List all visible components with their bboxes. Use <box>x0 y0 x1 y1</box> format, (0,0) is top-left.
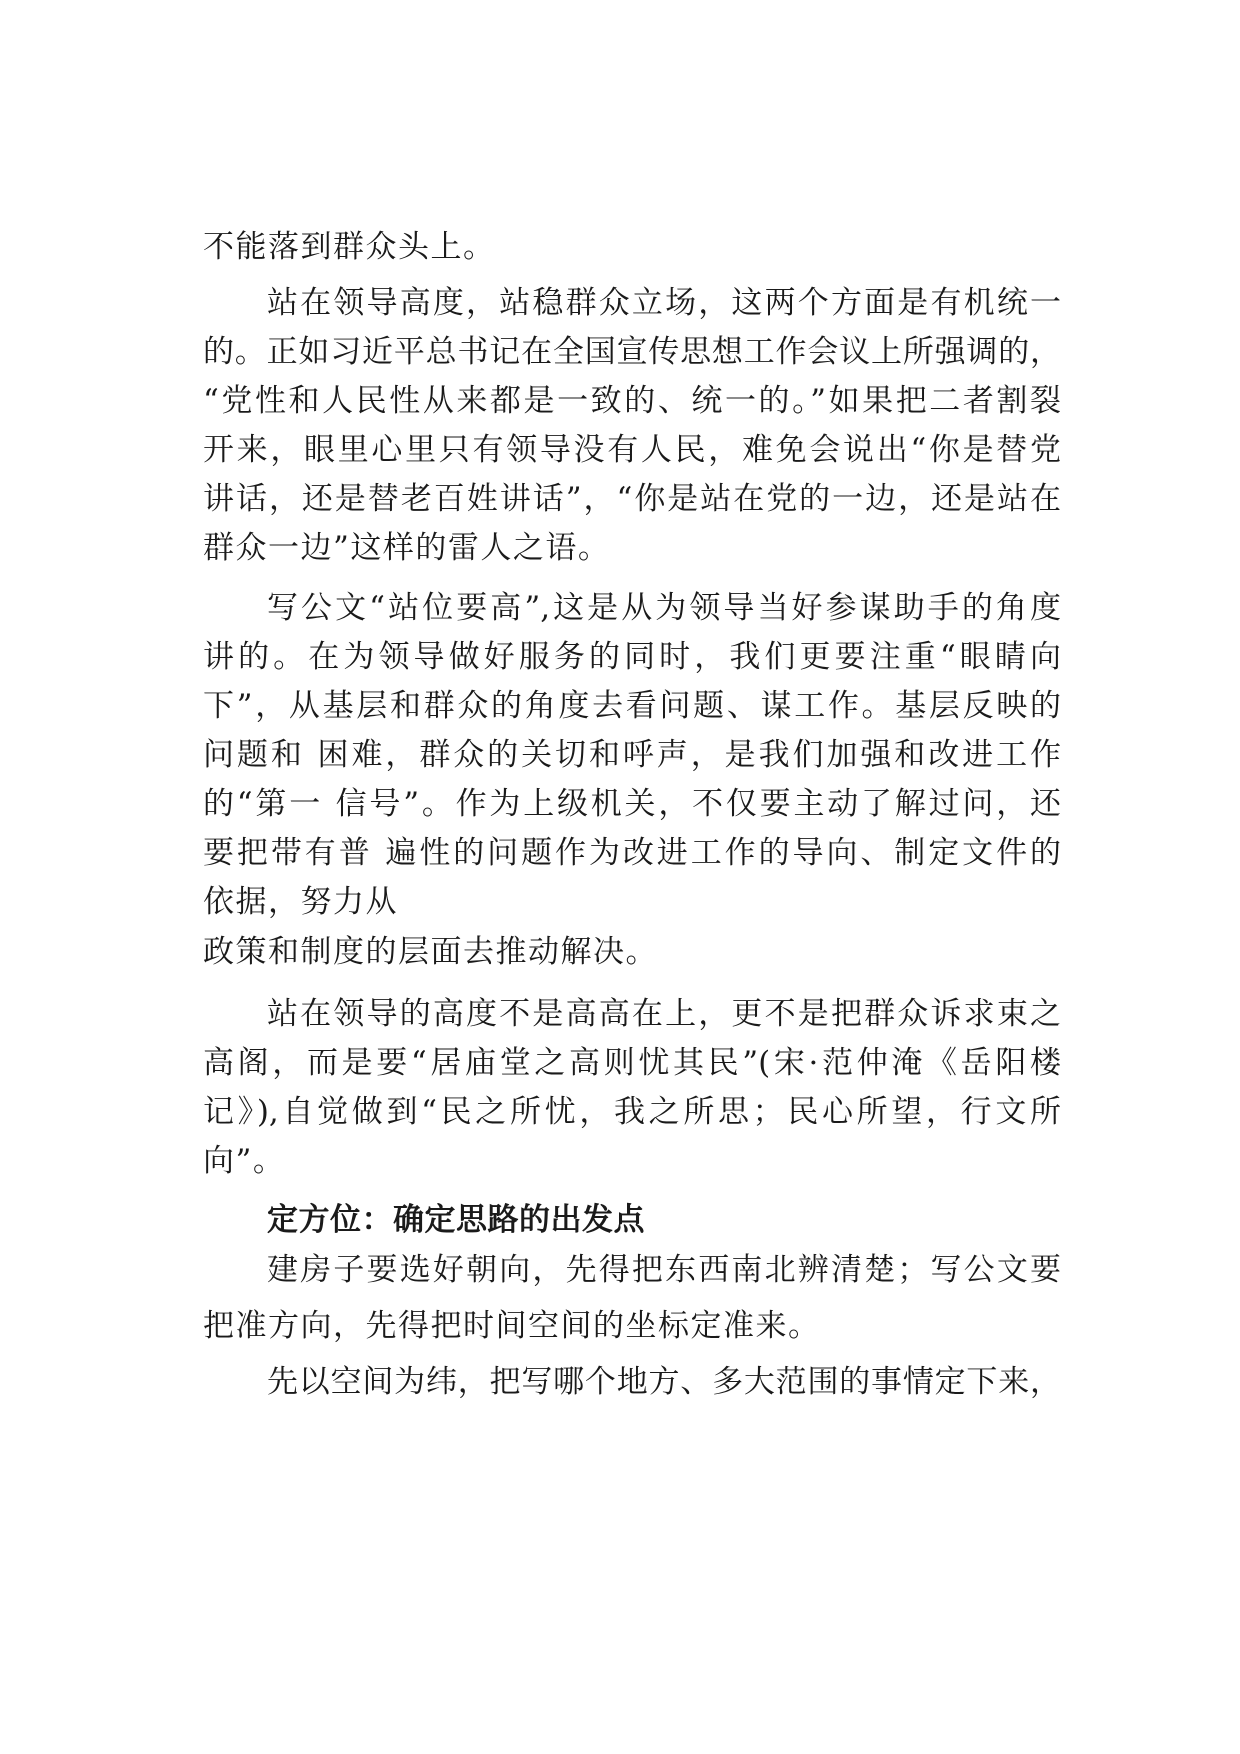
section-heading: 定方位：确定思路的出发点 <box>267 1202 645 1238</box>
paragraph-line: 先以空间为纬，把写哪个地方、多大范围的事情定下来， <box>267 1364 1061 1400</box>
paragraph-line: 站在领导的高度不是高高在上，更不是把群众诉求束之 <box>267 996 1061 1032</box>
paragraph-line: 的“第一 信号”。作为上级机关，不仅要主动了解过问，还 <box>203 786 1061 822</box>
paragraph-line: 下”，从基层和群众的角度去看问题、谋工作。基层反映的 <box>203 688 1061 724</box>
paragraph-line: 群众一边”这样的雷人之语。 <box>203 530 611 566</box>
paragraph-line: 站在领导高度，站稳群众立场，这两个方面是有机统一 <box>267 285 1061 321</box>
paragraph-line: 要把带有普 遍性的问题作为改进工作的导向、制定文件的 <box>203 835 1061 871</box>
paragraph-line: 建房子要选好朝向，先得把东西南北辨清楚；写公文要 <box>267 1252 1061 1288</box>
paragraph-line: 的。正如习近平总书记在全国宣传思想工作会议上所强调的， <box>203 334 1061 370</box>
paragraph-line: 讲的。在为领导做好服务的同时，我们更要注重“眼睛向 <box>203 639 1061 675</box>
paragraph-line: 问题和 困难，群众的关切和呼声，是我们加强和改进工作 <box>203 737 1061 773</box>
paragraph-line: 向”。 <box>203 1143 286 1179</box>
paragraph-line: 高阁，而是要“居庙堂之高则忧其民”(宋·范仲淹《岳阳楼 <box>203 1045 1061 1081</box>
paragraph-line: 不能落到群众头上。 <box>203 229 496 265</box>
paragraph-line: 把准方向，先得把时间空间的坐标定准来。 <box>203 1308 821 1344</box>
paragraph-line: 写公文“站位要高”,这是从为领导当好参谋助手的角度 <box>267 590 1061 626</box>
paragraph-line: 讲话，还是替老百姓讲话”，“你是站在党的一边，还是站在 <box>203 481 1061 517</box>
paragraph-line: 记》),自觉做到“民之所忧，我之所思；民心所望，行文所 <box>203 1094 1061 1130</box>
paragraph-line: 开来，眼里心里只有领导没有人民，难免会说出“你是替党 <box>203 432 1061 468</box>
paragraph-line: 依据，努力从 <box>203 884 398 920</box>
paragraph-line: 政策和制度的层面去推动解决。 <box>203 934 658 970</box>
paragraph-line: “党性和人民性从来都是一致的、统一的。”如果把二者割裂 <box>203 383 1061 419</box>
